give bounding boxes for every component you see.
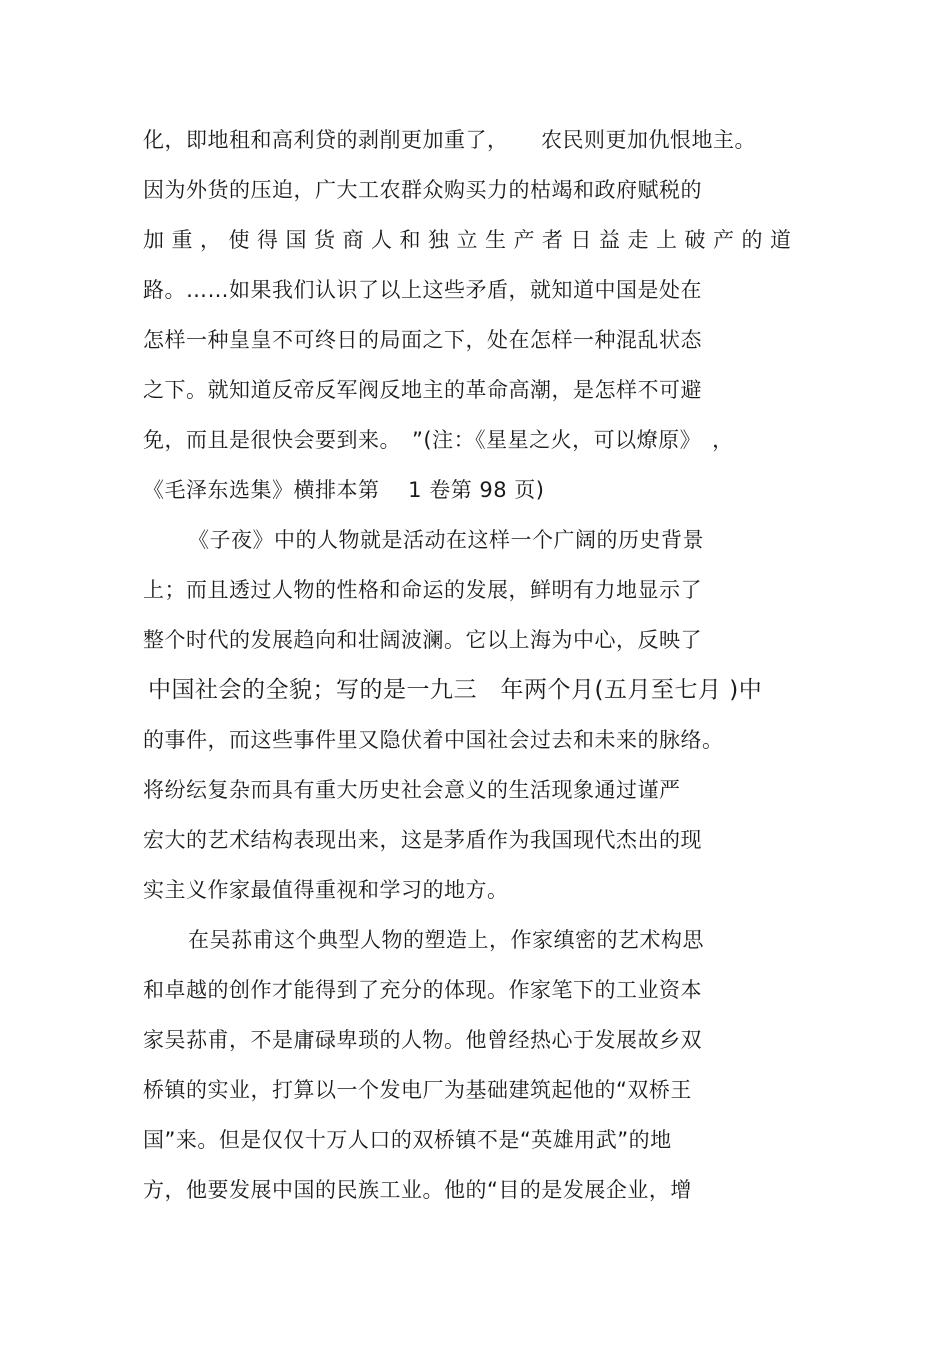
text-line: 国”来。但是仅仅十万人口的双桥镇不是“英雄用武”的地 xyxy=(143,1128,672,1152)
text-line: 怎样一种皇皇不可终日的局面之下，处在怎样一种混乱状态 xyxy=(143,328,702,352)
text-line: 路。……如果我们认识了以上这些矛盾，就知道中国是处在 xyxy=(143,278,702,302)
text-line: 因为外货的压迫，广大工农群众购买力的枯竭和政府赋税的 xyxy=(143,178,702,202)
text-line: 免，而且是很快会要到来。 ”(注：《星星之火，可以燎原》 ， xyxy=(143,428,734,452)
text-line: 家吴荪甫，不是庸碌卑琐的人物。他曾经热心于发展故乡双 xyxy=(143,1028,702,1052)
text-line: 上；而且透过人物的性格和命运的发展，鲜明有力地显示了 xyxy=(143,578,702,602)
paragraph-first-line: 在吴荪甫这个典型人物的塑造上，作家缜密的艺术构思 xyxy=(188,928,704,952)
text-line: 加重，使得国货商人和独立生产者日益走上破产的道 xyxy=(143,228,799,252)
text-line: 宏大的艺术结构表现出来，这是茅盾作为我国现代杰出的现 xyxy=(143,828,702,852)
text-line: 方，他要发展中国的民族工业。他的“目的是发展企业，增 xyxy=(143,1178,692,1202)
text-line: 的事件，而这些事件里又隐伏着中国社会过去和未来的脉络。 xyxy=(143,728,724,752)
text-line: 《毛泽东选集》横排本第 1 卷第 98 页) xyxy=(143,478,545,502)
paragraph-first-line: 《子夜》中的人物就是活动在这样一个广阔的历史背景 xyxy=(188,528,704,552)
text-line: 将纷纭复杂而具有重大历史社会意义的生活现象通过谨严 xyxy=(143,778,681,802)
text-line: 中国社会的全貌；写的是一九三 年两个月(五月至七月 )中 xyxy=(148,677,763,703)
text-line: 化，即地租和高利贷的剥削更加重了， 农民则更加仇恨地主。 xyxy=(143,128,756,152)
text-line: 桥镇的实业，打算以一个发电厂为基础建筑起他的“双桥王 xyxy=(143,1078,692,1102)
text-line: 整个时代的发展趋向和壮阔波澜。它以上海为中心，反映了 xyxy=(143,628,702,652)
text-line: 和卓越的创作才能得到了充分的体现。作家笔下的工业资本 xyxy=(143,978,702,1002)
text-line: 之下。就知道反帝反军阀反地主的革命高潮，是怎样不可避 xyxy=(143,378,702,402)
text-line: 实主义作家最值得重视和学习的地方。 xyxy=(143,878,509,902)
